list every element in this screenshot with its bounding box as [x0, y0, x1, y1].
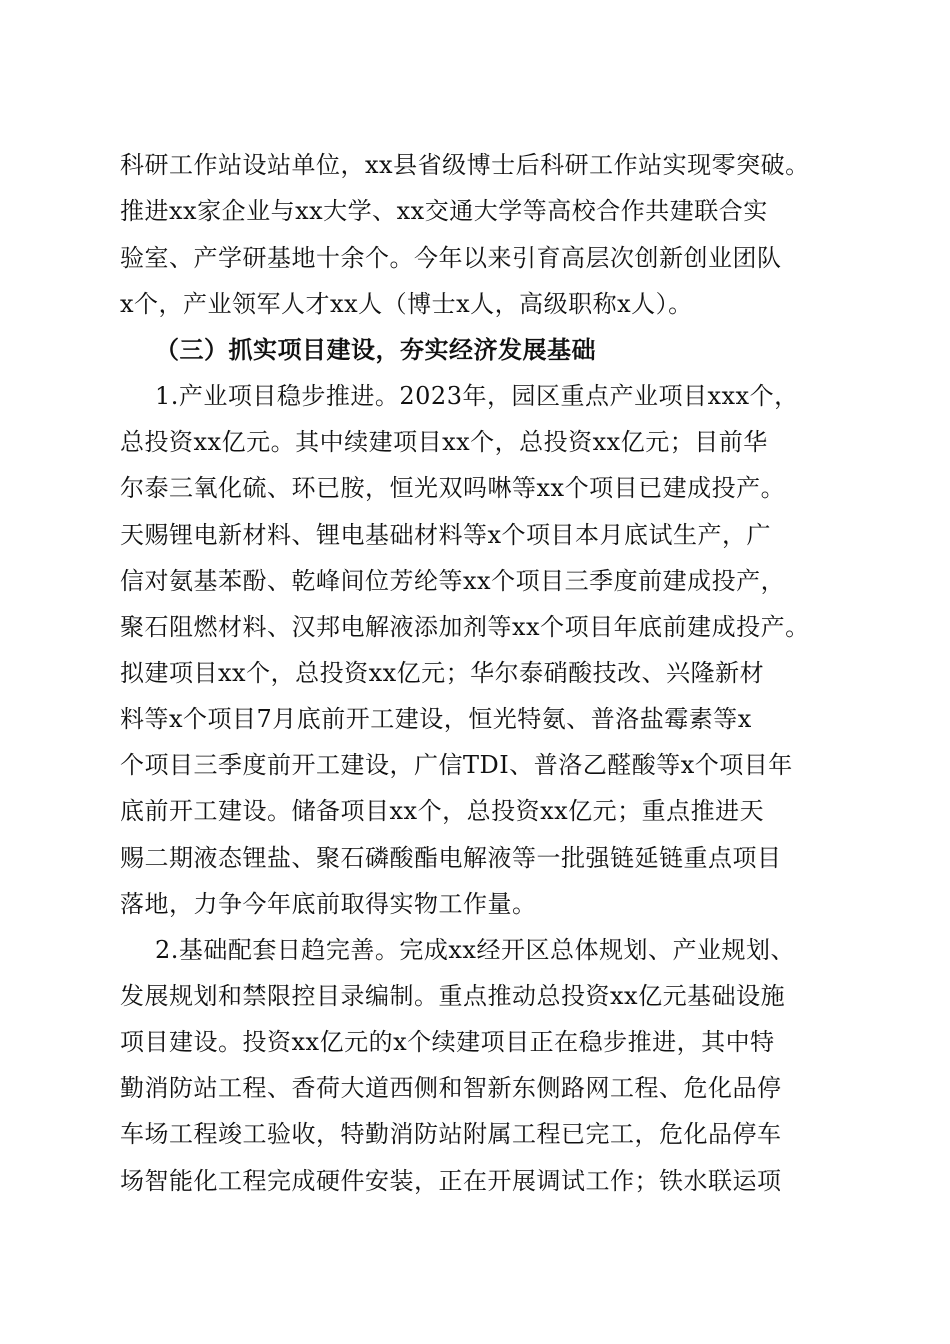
- text-line-18: 2.基础配套日趋完善。完成xx经开区总体规划、产业规划、: [155, 936, 795, 964]
- text-line-20: 项目建设。投资xx亿元的x个续建项目正在稳步推进，其中特: [120, 1028, 775, 1056]
- text-line-8: 尔泰三氧化硫、环已胺，恒光双吗啉等xx个项目已建成投产。: [120, 474, 786, 502]
- text-line-12: 拟建项目xx个，总投资xx亿元；华尔泰硝酸技改、兴隆新材: [120, 659, 765, 687]
- text-line-16: 赐二期液态锂盐、聚石磷酸酯电解液等一批强链延链重点项目: [120, 844, 782, 872]
- text-line-21: 勤消防站工程、香荷大道西侧和智新东侧路网工程、危化品停: [120, 1074, 782, 1102]
- text-line-22: 车场工程竣工验收，特勤消防站附属工程已完工，危化品停车: [120, 1120, 782, 1148]
- text-line-15: 底前开工建设。储备项目xx个，总投资xx亿元；重点推进天: [120, 797, 765, 825]
- text-line-23: 场智能化工程完成硬件安装，正在开展调试工作；铁水联运项: [120, 1167, 782, 1195]
- text-line-1: 科研工作站设站单位，xx县省级博士后科研工作站实现零突破。: [120, 151, 810, 179]
- text-line-11: 聚石阻燃材料、汉邦电解液添加剂等xx个项目年底前建成投产。: [120, 613, 810, 641]
- text-line-19: 发展规划和禁限控目录编制。重点推动总投资xx亿元基础设施: [120, 982, 786, 1010]
- text-line-13: 料等x个项目7月底前开工建设，恒光特氨、普洛盐霉素等x: [120, 705, 752, 733]
- text-line-6: 1.产业项目稳步推进。2023年，园区重点产业项目xxx个，: [155, 382, 799, 410]
- text-line-10: 信对氨基苯酚、乾峰间位芳纶等xx个项目三季度前建成投产，: [120, 567, 786, 595]
- text-line-2: 推进xx家企业与xx大学、xx交通大学等高校合作共建联合实: [120, 197, 768, 225]
- text-line-4: x个，产业领军人才xx人（博士x人，高级职称x人）。: [120, 290, 693, 318]
- section-heading: （三）抓实项目建设，夯实经济发展基础: [155, 335, 596, 364]
- text-line-9: 天赐锂电新材料、锂电基础材料等x个项目本月底试生产，广: [120, 521, 772, 549]
- text-line-17: 落地，力争今年底前取得实物工作量。: [120, 890, 537, 918]
- text-line-7: 总投资xx亿元。其中续建项目xx个，总投资xx亿元；目前华: [120, 428, 768, 456]
- text-line-14: 个项目三季度前开工建设，广信TDI、普洛乙醛酸等x个项目年: [120, 751, 793, 779]
- text-line-3: 验室、产学研基地十余个。今年以来引育高层次创新创业团队: [120, 244, 782, 272]
